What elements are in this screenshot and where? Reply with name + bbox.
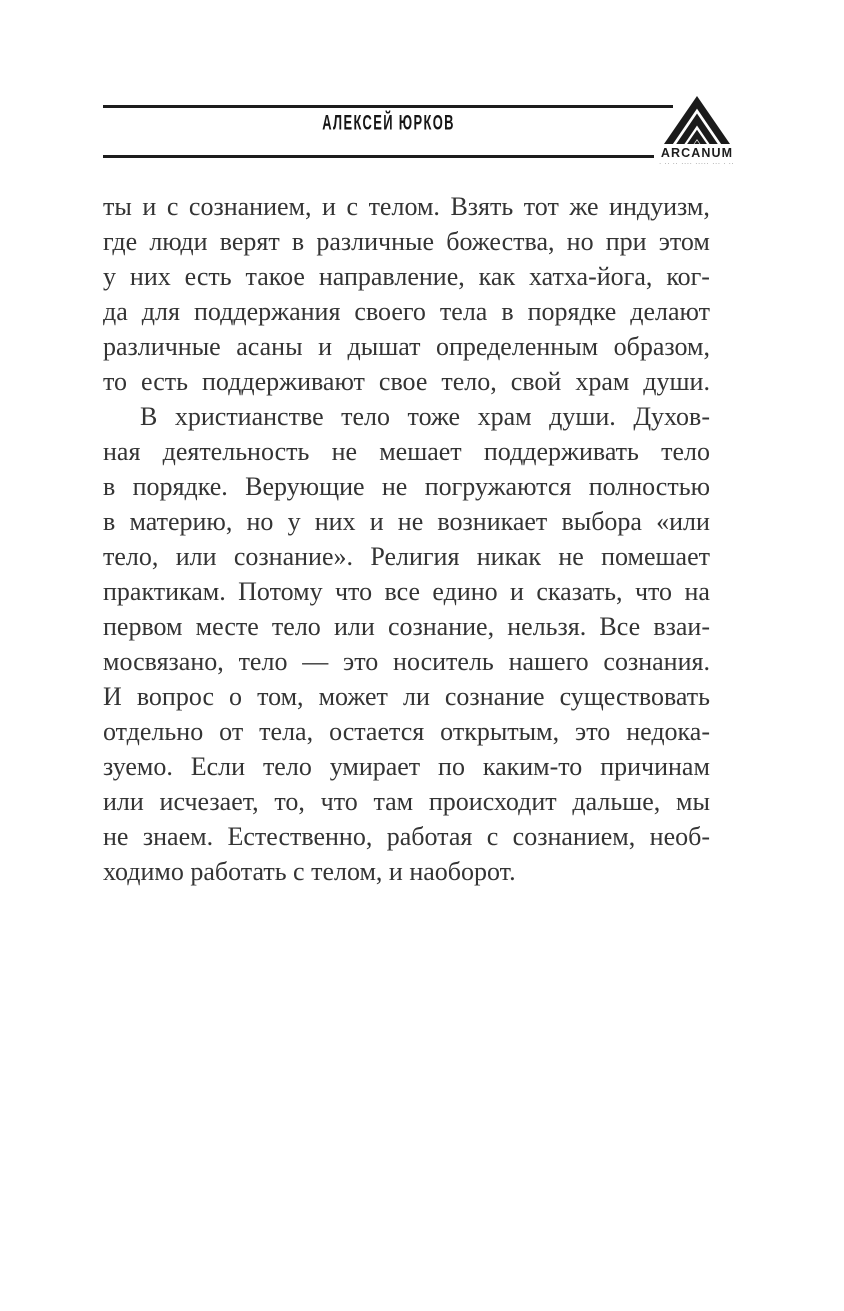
text-line: ходимо работать с телом, и наоборот. (103, 857, 516, 886)
paragraph (103, 189, 710, 399)
text-line: ная деятельность не мешает поддерживать тело (103, 437, 710, 466)
logo-tagline-microtext: · ·· ·· ···· ····· ··· · ·· (659, 161, 735, 167)
text-line: зуемо. Если тело умирает по каким-то причинам (103, 752, 710, 781)
text-line: в материю, но у них и не возникает выбора «или (103, 507, 710, 536)
text-line: И вопрос о том, может ли сознание существовать (103, 682, 710, 711)
publisher-logo (658, 95, 736, 167)
text-line: различные асаны и дышат определенным образом, (103, 332, 710, 361)
running-header (103, 113, 673, 135)
text-line: ты и с сознанием, и с телом. Взять тот же индуизм, (103, 192, 710, 221)
author-name: АЛЕКСЕЙ ЮРКОВ (321, 111, 455, 136)
text-line: не знаем. Естественно, работая с сознанием, необ- (103, 822, 710, 851)
text-line: тело, или сознание». Религия никак не помешает (103, 542, 710, 571)
logo-brand-text: ARCANUM (660, 146, 734, 160)
text-line: да для поддержания своего тела в порядке делают (103, 297, 710, 326)
text-line: у них есть такое направление, как хатха-йога, ког- (103, 262, 710, 291)
header-top-rule (103, 105, 673, 108)
text-line: В христианстве тело тоже храм души. Духов- (140, 402, 710, 431)
text-line: где люди верят в различные божества, но при этом (103, 227, 710, 256)
text-line: отдельно от тела, остается открытым, это недока- (103, 717, 710, 746)
nested-triangles-icon (664, 96, 730, 144)
text-line: или исчезает, то, что там происходит дальше, мы (103, 787, 710, 816)
paragraph (103, 399, 710, 889)
text-line: то есть поддерживают свое тело, свой храм души. (103, 367, 710, 396)
text-line: первом месте тело или сознание, нельзя. Все взаи- (103, 612, 710, 641)
text-line: в порядке. Верующие не погружаются полностью (103, 472, 710, 501)
text-line: мосвязано, тело — это носитель нашего сознания. (103, 647, 710, 676)
text-line: практикам. Потому что все едино и сказать, что на (103, 577, 710, 606)
header-bottom-rule (103, 155, 654, 158)
page-body (103, 189, 710, 889)
